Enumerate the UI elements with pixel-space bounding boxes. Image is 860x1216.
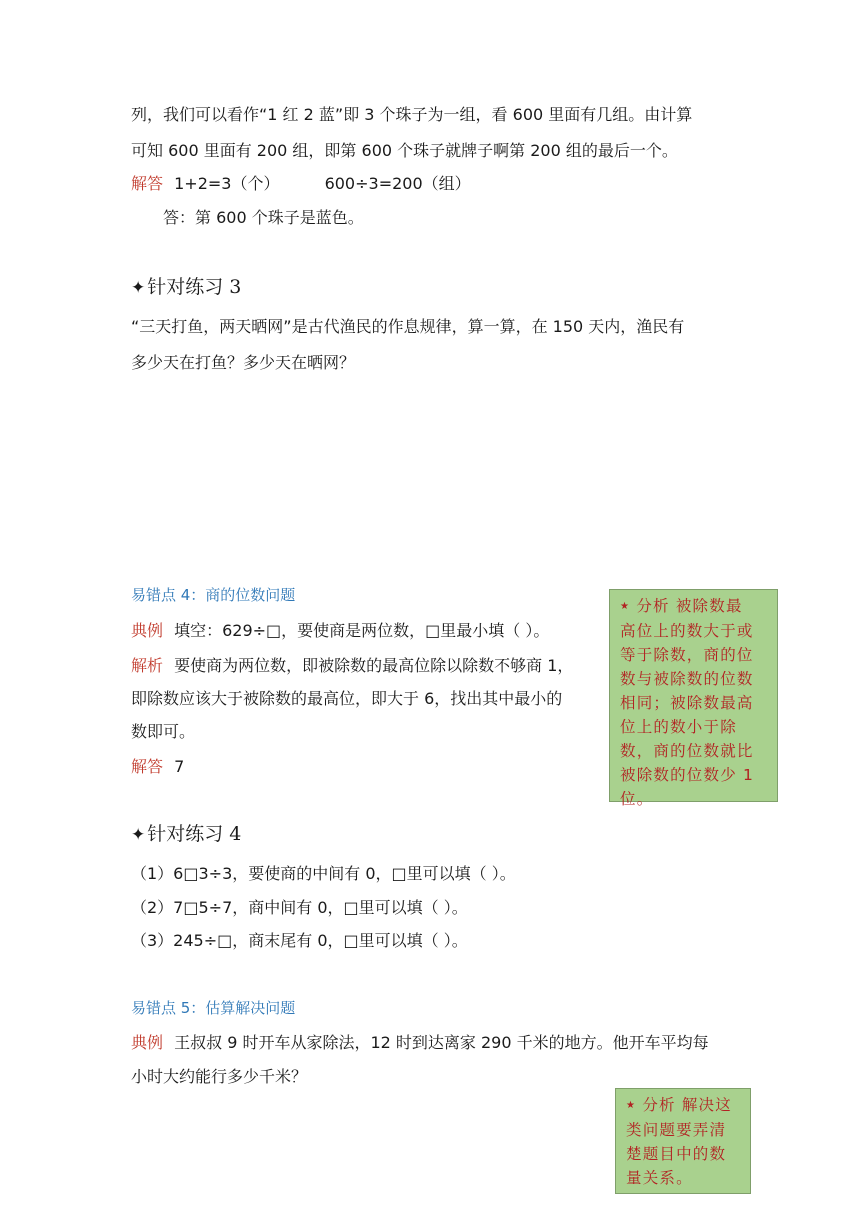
- answer-label: 解答: [131, 757, 164, 776]
- sidebox-line: 数，商的位数就比: [620, 742, 754, 760]
- sidebox-line: 等于除数，商的位: [620, 646, 754, 664]
- answer-line: [131, 756, 184, 778]
- sparkle-icon: ✦: [131, 825, 146, 845]
- analysis-text: 要使商为两位数，即被除数的最高位除以除数不够商 1，: [174, 656, 574, 675]
- example-text: 小时大约能行多少千米？: [131, 1067, 308, 1086]
- star-icon: ★: [620, 601, 631, 612]
- example-line: [131, 620, 549, 642]
- sidebox-text: 被除数最: [675, 597, 743, 615]
- sidebox-line: 高位上的数大于或: [620, 622, 754, 640]
- text-line: 列，我们可以看作“1 红 2 蓝”即 3 个珠子为一组，看 600 里面有几组。由计算: [131, 105, 693, 124]
- answer-label: 解答: [131, 174, 164, 193]
- practice-title: [131, 823, 241, 846]
- analysis-line: [131, 655, 573, 677]
- question-item: （2）7□5÷7，商中间有 0，□里可以填（ ）。: [131, 898, 468, 917]
- practice-title-text: 针对练习 4: [147, 823, 242, 845]
- analysis-text: 即除数应该大于被除数的最高位，即大于 6，找出其中最小的: [131, 689, 563, 708]
- answer-calc: 600÷3=200（组）: [324, 174, 471, 193]
- sidebox-label: 分析: [636, 597, 670, 615]
- analysis-sidebox: [609, 589, 778, 808]
- example-label: 典例: [131, 621, 164, 640]
- answer-value: 7: [174, 757, 185, 776]
- sidebox-label: 分析: [642, 1096, 676, 1114]
- example-label: 典例: [131, 1033, 164, 1052]
- sidebox-text: 解决这: [681, 1096, 732, 1114]
- answer-calc: 1+2=3（个）: [174, 174, 280, 193]
- sidebox-line: 被除数的位数少 1: [620, 766, 755, 784]
- answer-line: [131, 173, 471, 195]
- example-text: 填空：629÷□，要使商是两位数，□里最小填（ ）。: [174, 621, 550, 640]
- sidebox-line: 量关系。: [626, 1169, 693, 1187]
- sidebox-line: 位上的数小于除: [620, 718, 737, 736]
- sidebox-line: [620, 594, 769, 619]
- answer-final: 答：第 600 个珠子是蓝色。: [163, 208, 364, 227]
- sidebox-line: 位。: [620, 790, 654, 808]
- analysis-sidebox: [615, 1088, 751, 1194]
- sidebox-line: 数与被除数的位数: [620, 670, 754, 688]
- text-line: 可知 600 里面有 200 组，即第 600 个珠子就牌子啊第 200 组的最后一个。: [131, 141, 678, 160]
- section-heading: 易错点 5：估算解决问题: [131, 999, 296, 1017]
- question-item: （1）6□3÷3，要使商的中间有 0，□里可以填（ ）。: [131, 864, 516, 883]
- sparkle-icon: ✦: [131, 278, 146, 298]
- practice-title: [131, 276, 241, 299]
- sidebox-line: [626, 1093, 742, 1118]
- question-text: 多少天在打鱼？多少天在晒网？: [131, 353, 356, 372]
- analysis-label: 解析: [131, 656, 164, 675]
- question-item: （3）245÷□，商末尾有 0，□里可以填（ ）。: [131, 931, 468, 950]
- sidebox-line: 相同；被除数最高: [620, 694, 754, 712]
- example-text: 王叔叔 9 时开车从家除法，12 时到达离家 290 千米的地方。他开车平均每: [174, 1033, 709, 1052]
- practice-title-text: 针对练习 3: [147, 276, 242, 298]
- section-heading: 易错点 4：商的位数问题: [131, 586, 296, 604]
- example-line: [131, 1032, 709, 1054]
- sidebox-line: 楚题目中的数: [626, 1145, 727, 1163]
- question-text: “三天打鱼，两天晒网”是古代渔民的作息规律，算一算，在 150 天内，渔民有: [131, 317, 685, 336]
- analysis-text: 数即可。: [131, 722, 196, 741]
- sidebox-line: 类问题要弄清: [626, 1121, 727, 1139]
- star-icon: ★: [626, 1100, 637, 1111]
